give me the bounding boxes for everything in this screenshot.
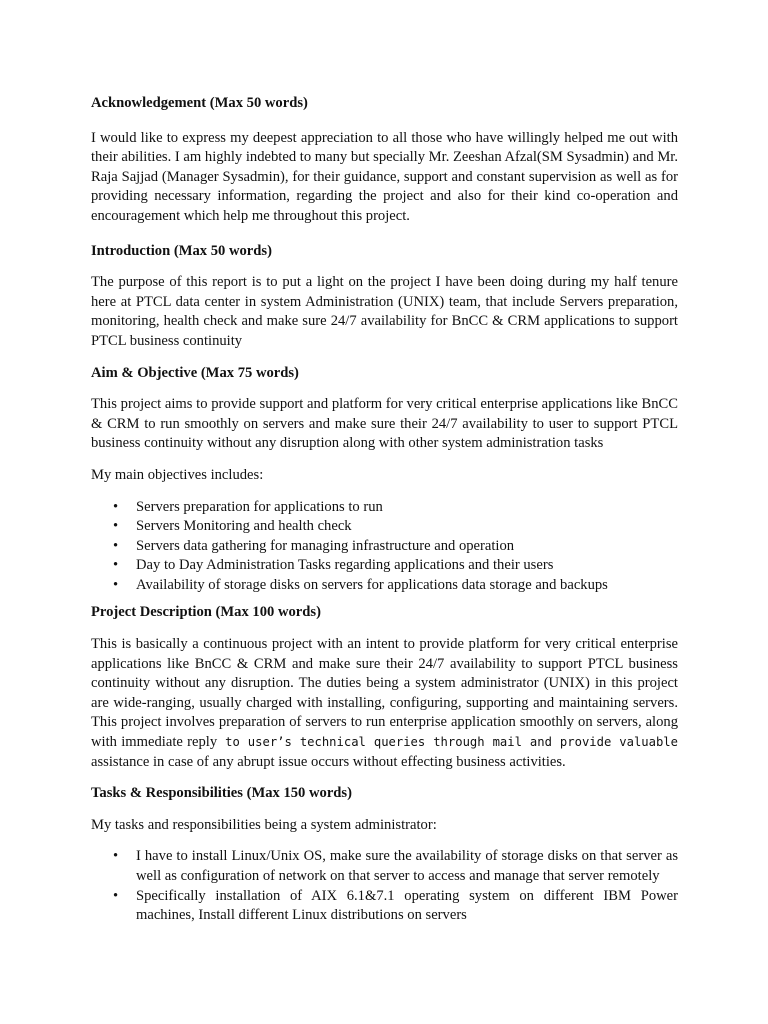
description-text-start: This is basically a continuous project with an intent to provide platform for very critical enterprise applications like BnCC & CRM and make sure their 24/7 availability to support PTCL business continuity without any disruption. The duties being a system administrator (UNIX) in this project are wide-ranging, usually charged with installing, configuring, supporting and maintaining servers. This project involves preparation of servers to run enterprise application smoothly on servers, along with immediate reply [91,636,678,751]
bullet-icon: • [113,498,119,515]
objective-text: Servers data gathering for managing infrastructure and operation [136,537,515,554]
aim-heading: Aim & Objective (Max 75 words) [91,364,299,381]
task-text: I have to install Linux/Unix OS, make sure the availability of storage disks on that server as well as configuration of network on that server to access and manage that server remotely [136,848,678,884]
introduction-heading: Introduction (Max 50 words) [91,242,272,259]
objectives-list [91,498,678,596]
list-item [91,498,678,518]
description-text-mono: to user’s technical queries through mail and provide valuable [217,735,678,750]
bullet-icon: • [113,576,119,593]
bullet-icon: • [113,848,119,865]
description-text [91,635,678,772]
bullet-icon: • [113,518,119,535]
bullet-icon: • [113,537,119,554]
list-item [91,887,678,926]
list-item [91,537,678,557]
list-item [91,517,678,537]
objective-text: Servers Monitoring and health check [136,518,352,535]
objective-text: Servers preparation for applications to run [136,498,383,515]
description-heading: Project Description (Max 100 words) [91,604,321,621]
objective-text: Day to Day Administration Tasks regarding applications and their users [136,557,554,574]
tasks-intro: My tasks and responsibilities being a system administrator: [91,816,437,833]
introduction-text: The purpose of this report is to put a light on the project I have been doing during my half tenure here at PTCL data center in system Administration (UNIX) team, that include Servers preparation, monitoring, health check and make sure 24/7 availability for BnCC & CRM applications to support PTCL business continuity [91,274,678,349]
tasks-heading: Tasks & Responsibilities (Max 150 words) [91,785,352,802]
bullet-icon: • [113,887,119,904]
acknowledgement-heading: Acknowledgement (Max 50 words) [91,95,308,111]
list-item [91,556,678,576]
objectives-intro: My main objectives includes: [91,466,264,483]
list-item [91,576,678,596]
description-text-end: assistance in case of any abrupt issue occurs without effecting business activities. [91,753,566,770]
list-item [91,847,678,886]
acknowledgement-text: I would like to express my deepest appreciation to all those who have willingly helped me out with their abilities. I am highly indebted to many but specially Mr. Zeeshan Afzal(SM Sysadmin) and Mr. Raja Sajjad (Manager Sysadmin), for their guidance, support and constant supervision as well as for providing necessary information, regarding the project and also for their kind co-operation and encouragement which help me throughout this project. [91,129,678,224]
bullet-icon: • [113,557,119,574]
document-page [91,94,678,926]
aim-text: This project aims to provide support and platform for very critical enterprise applications like BnCC & CRM to run smoothly on servers and make sure their 24/7 availability to user to support PTCL business continuity without any disruption along with other system administration tasks [91,396,678,452]
objective-text: Availability of storage disks on servers for applications data storage and backups [136,576,608,593]
task-text: Specifically installation of AIX 6.1&7.1 operating system on different IBM Power machines, Install different Linux distributions on servers [136,887,678,924]
tasks-list [91,847,678,925]
